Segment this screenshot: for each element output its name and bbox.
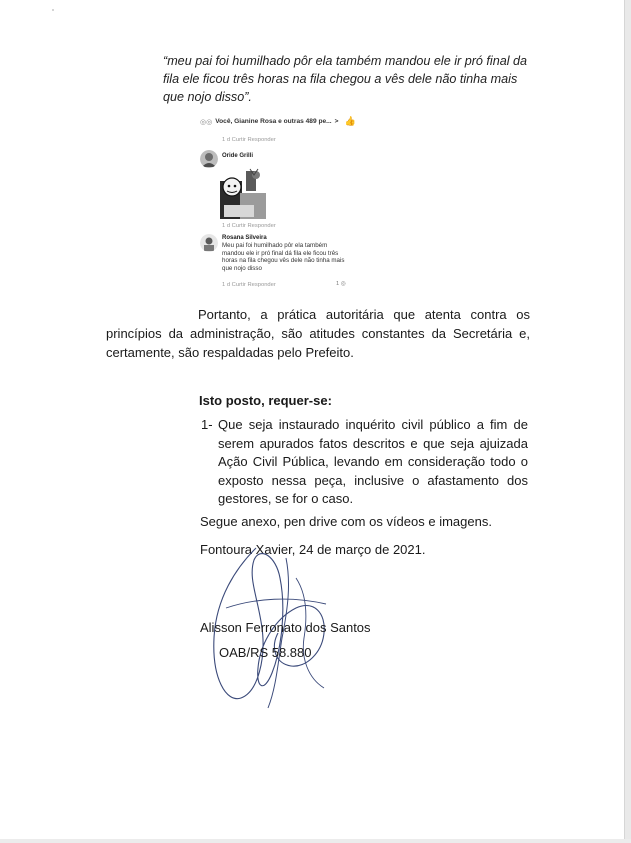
request-item xyxy=(201,416,528,509)
thumbs-up-icon: 👍 xyxy=(344,116,356,126)
place-date: Fontoura Xavier, 24 de março de 2021. xyxy=(200,542,426,557)
signatory-name: Alisson Ferronato dos Santos xyxy=(200,620,371,635)
comment-text: Meu pai foi humilhado pôr ela também mandou ele ir pró final dá fila ele ficou três horas na fila chegou vês dele não tinha mais que nojo disso xyxy=(222,242,345,272)
comment-meta: 1 d Curtir Responder xyxy=(222,282,276,288)
quoted-comment: “meu pai foi humilhado pôr ela também mandou ele ir pró final da fila ele ficou três horas na fila chegou a vês dele não tinha mais que nojo disso”. xyxy=(163,54,528,104)
body-paragraph xyxy=(106,305,530,362)
reaction-emoji-icon: ◎ xyxy=(340,281,346,287)
paragraph-text: Portanto, a prática autoritária que atenta contra os princípios da administração, são atitudes constantes da Secretária e, certamente, são respaldadas pelo Prefeito. xyxy=(106,307,530,360)
social-media-screenshot xyxy=(196,112,376,292)
request-text xyxy=(201,416,528,509)
section-heading: Isto posto, requer-se: xyxy=(199,393,332,408)
reactions-chevron: > xyxy=(334,118,339,125)
reactions-text: Você, Gianine Rosa e outras 489 pe... xyxy=(215,118,332,125)
commenter-name: Oride Grilli xyxy=(222,153,254,159)
comment-photo xyxy=(218,165,268,221)
reactions-row xyxy=(200,116,356,127)
reaction-count-value: 1 xyxy=(336,281,340,287)
reaction-emoji-icon: ◎◎ xyxy=(200,118,213,126)
request-text-content: Que seja instaurado inquérito civil público a fim de serem apurados fatos descritos e que seja ajuizada Ação Civil Pública, levando em consideração todo o exposto nessa peça, inclusive o afastamento dos gestores, se for o caso. xyxy=(218,417,528,506)
page-bottom-edge xyxy=(0,839,631,843)
post-meta: 1 d Curtir Responder xyxy=(222,137,276,143)
signatory-oab: OAB/RS 58.880 xyxy=(219,645,312,660)
annex-line: Segue anexo, pen drive com os vídeos e imagens. xyxy=(200,514,492,529)
reaction-count xyxy=(336,281,346,287)
page-edge-shadow xyxy=(624,0,631,843)
avatar xyxy=(200,150,218,168)
request-number: 1- xyxy=(201,417,213,432)
comment-meta: 1 d Curtir Responder xyxy=(222,223,276,229)
scan-speck xyxy=(52,9,54,11)
avatar xyxy=(200,234,218,252)
commenter-name: Rosana Silveira xyxy=(222,235,267,241)
